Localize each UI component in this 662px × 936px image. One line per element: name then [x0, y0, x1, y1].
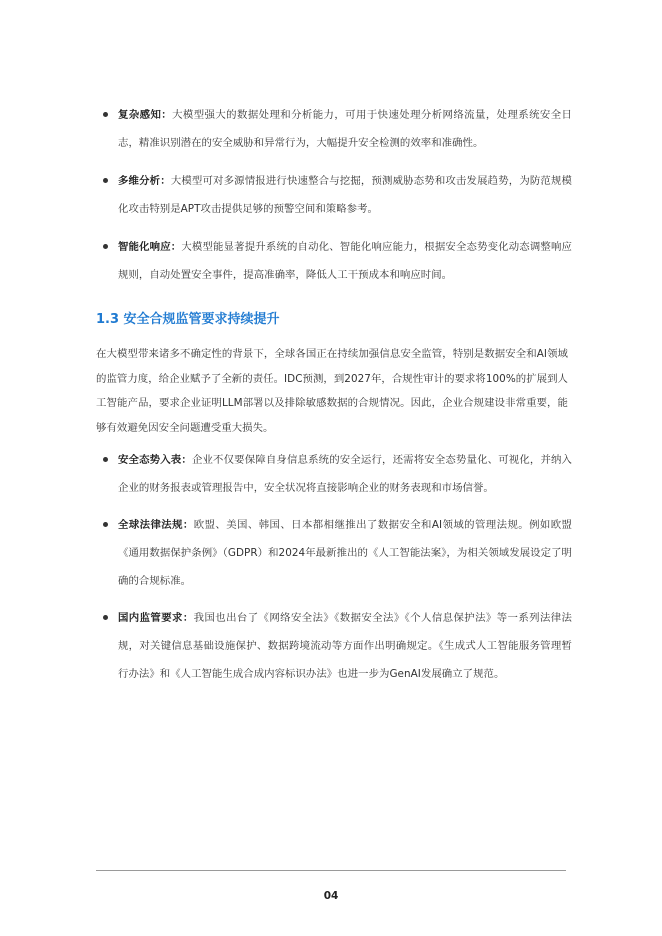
- bullet-text: 我国也出台了《网络安全法》《数据安全法》《个人信息保护法》等一系列法律法规，对关键信息基础设施保护、数据跨境流动等方面作出明确规定。《生成式人工智能服务管理暂行办法》和《人工智能生成合成内容标识办法》也进一步为GenAI发展确立了规范。: [118, 612, 572, 680]
- bullet-item-multidimensional-analysis: [96, 167, 572, 223]
- bullet-label: 智能化响应：: [118, 241, 182, 253]
- bullet-text: 大模型能显著提升系统的自动化、智能化响应能力，根据安全态势变化动态调整响应规则，自动处置安全事件，提高准确率，降低人工干预成本和响应时间。: [118, 241, 572, 281]
- bullet-dot-icon: [103, 457, 108, 462]
- bullet-label: 安全态势入表：: [118, 454, 192, 466]
- bullet-item-intelligent-response: [96, 233, 572, 289]
- bullet-text: 企业不仅要保障自身信息系统的安全运行，还需将安全态势量化、可视化，并纳入企业的财务报表或管理报告中，安全状况将直接影响企业的财务表现和市场信誉。: [118, 454, 573, 494]
- bullet-dot-icon: [103, 112, 108, 117]
- bullet-item-complex-perception: [96, 101, 572, 157]
- bullet-dot-icon: [103, 244, 108, 249]
- bullet-text: 欧盟、美国、韩国、日本都相继推出了数据安全和AI领域的管理法规。例如欧盟《通用数据保护条例》（GDPR）和2024年最新推出的《人工智能法案》，为相关领域发展设定了明确的合规标准。: [118, 519, 572, 587]
- bullet-item-domestic-regulation: [96, 604, 572, 688]
- bullet-label: 全球法律法规：: [118, 519, 194, 531]
- bullet-label: 多维分析：: [118, 175, 171, 187]
- bullet-text: 大模型可对多源情报进行快速整合与挖掘，预测威胁态势和攻击发展趋势，为防范规模化攻击特别是APT攻击提供足够的预警空间和策略参考。: [118, 175, 572, 215]
- section-heading: 1.3 安全合规监管要求持续提升: [96, 312, 280, 327]
- bullet-label: 复杂感知：: [118, 109, 173, 121]
- bullet-item-security-posture: [96, 446, 572, 502]
- compliance-bullet-list: [96, 446, 572, 697]
- bullet-dot-icon: [103, 522, 108, 527]
- page-number: 04: [323, 890, 339, 902]
- bullet-label: 国内监管要求：: [118, 612, 194, 624]
- section-paragraph: 在大模型带来诸多不确定性的背景下，全球各国正在持续加强信息安全监管，特别是数据安全和AI领域的监管力度，给企业赋予了全新的责任。IDC预测，到2027年，合规性审计的要求将100%的扩展到人工智能产品，要求企业证明LLM部署以及排除敏感数据的合规情况。因此，企业合规建设非常重要，能够有效避免因安全问题遭受重大损失。: [96, 348, 568, 434]
- capability-bullet-list: [96, 101, 572, 299]
- bullet-item-global-regulations: [96, 511, 572, 595]
- footer-divider: [96, 870, 566, 871]
- bullet-text: 大模型强大的数据处理和分析能力，可用于快速处理分析网络流量，处理系统安全日志，精准识别潜在的安全威胁和异常行为，大幅提升安全检测的效率和准确性。: [118, 109, 572, 149]
- bullet-dot-icon: [103, 615, 108, 620]
- bullet-dot-icon: [103, 178, 108, 183]
